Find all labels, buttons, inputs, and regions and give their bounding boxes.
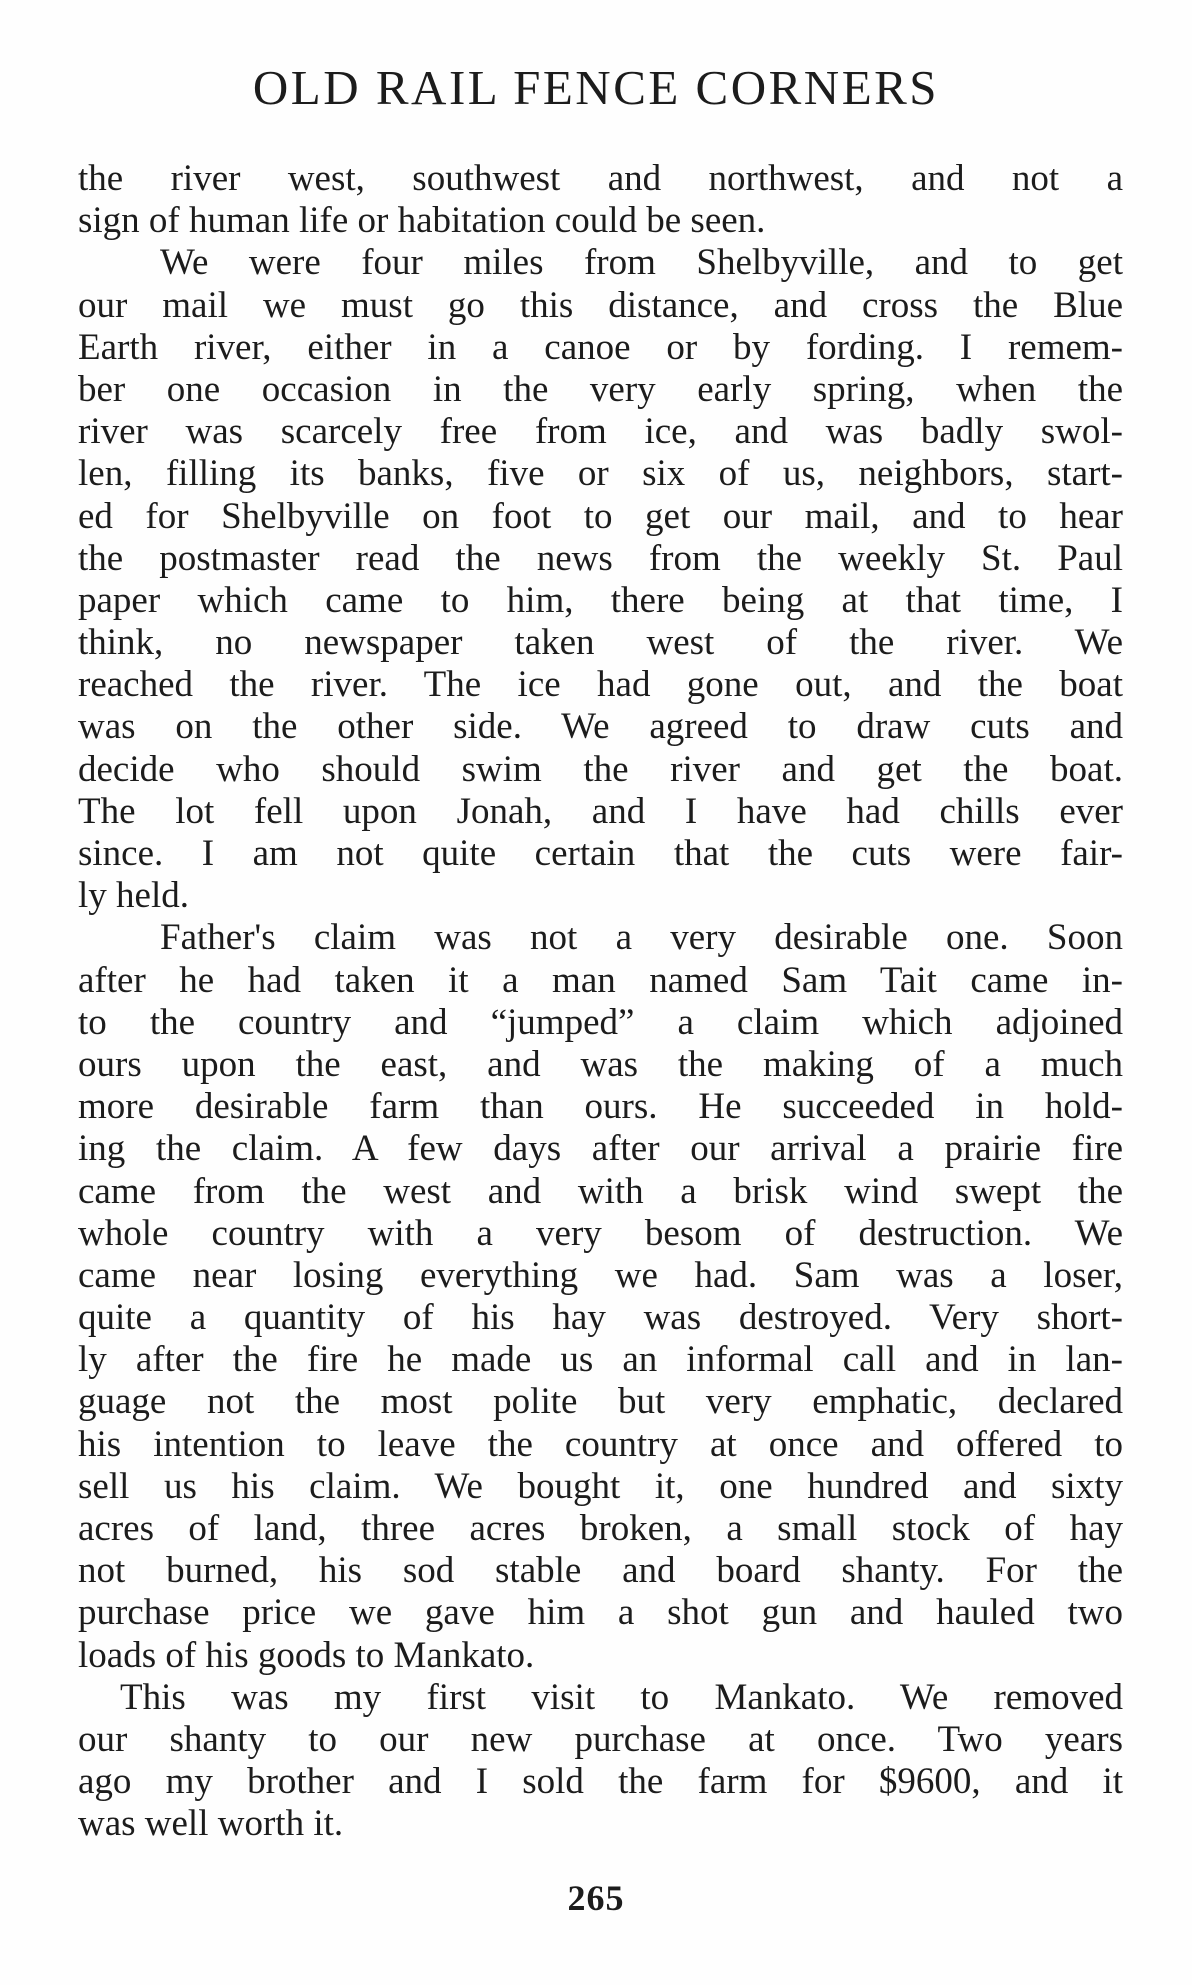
text-line: The lot fell upon Jonah, and I have had chills ever — [78, 790, 1123, 832]
text-line: our shanty to our new purchase at once. Two years — [78, 1718, 1123, 1760]
page-body-text — [78, 158, 1123, 1846]
text-line: not burned, his sod stable and board shanty. For the — [78, 1550, 1123, 1592]
text-line: our mail we must go this distance, and cross the Blue — [78, 284, 1123, 326]
text-line: after he had taken it a man named Sam Tait came in- — [78, 959, 1123, 1001]
text-line: ber one occasion in the very early spring, when the — [78, 368, 1123, 410]
text-line: the postmaster read the news from the weekly St. Paul — [78, 537, 1123, 579]
text-line: decide who should swim the river and get the boat. — [78, 748, 1123, 790]
text-line: river was scarcely free from ice, and was badly swol- — [78, 411, 1123, 453]
text-line: ago my brother and I sold the farm for $9600, and it — [78, 1761, 1123, 1803]
text-line: since. I am not quite certain that the cuts were fair- — [78, 833, 1123, 874]
text-line: his intention to leave the country at once and offered to — [78, 1423, 1123, 1465]
text-line: ing the claim. A few days after our arrival a prairie fire — [78, 1128, 1123, 1170]
text-line: paper which came to him, there being at that time, I — [78, 579, 1123, 621]
text-line: sign of human life or habitation could be seen. — [78, 200, 766, 242]
text-line: whole country with a very besom of destruction. We — [78, 1212, 1123, 1254]
text-line: ours upon the east, and was the making of a much — [78, 1043, 1123, 1085]
running-title: OLD RAIL FENCE CORNERS — [252, 60, 940, 115]
text-line: was well worth it. — [78, 1803, 344, 1845]
text-line: ed for Shelbyville on foot to get our mail, and to hear — [78, 495, 1123, 537]
text-line: the river west, southwest and northwest, and not a — [78, 158, 1123, 199]
text-line: to the country and “jumped” a claim which adjoined — [78, 1001, 1123, 1043]
page-number: 265 — [567, 1878, 625, 1918]
text-line: Earth river, either in a canoe or by fording. I remem- — [78, 326, 1123, 368]
text-line: was on the other side. We agreed to draw cuts and — [78, 706, 1123, 748]
text-line: came from the west and with a brisk wind swept the — [78, 1170, 1123, 1212]
text-line: ly after the fire he made us an informal call and in lan- — [78, 1339, 1123, 1381]
text-line: len, filling its banks, five or six of us, neighbors, start- — [78, 453, 1123, 495]
text-line: purchase price we gave him a shot gun and hauled two — [78, 1592, 1123, 1634]
text-line: came near losing everything we had. Sam was a loser, — [78, 1254, 1123, 1296]
text-line: think, no newspaper taken west of the river. We — [78, 622, 1123, 664]
text-line: This was my first visit to Mankato. We removed — [120, 1676, 1123, 1718]
text-line: ly held. — [78, 875, 189, 917]
text-line: reached the river. The ice had gone out, and the boat — [78, 664, 1123, 706]
text-line: loads of his goods to Mankato. — [78, 1634, 535, 1676]
text-line: Father's claim was not a very desirable one. Soon — [160, 917, 1123, 959]
text-line: quite a quantity of his hay was destroyed. Very short- — [78, 1297, 1123, 1339]
text-line: more desirable farm than ours. He succeeded in hold- — [78, 1086, 1123, 1128]
text-line: We were four miles from Shelbyville, and to get — [160, 242, 1123, 284]
text-line: sell us his claim. We bought it, one hundred and sixty — [78, 1465, 1123, 1507]
text-line: acres of land, three acres broken, a small stock of hay — [78, 1508, 1123, 1549]
text-line: guage not the most polite but very emphatic, declared — [78, 1381, 1123, 1423]
